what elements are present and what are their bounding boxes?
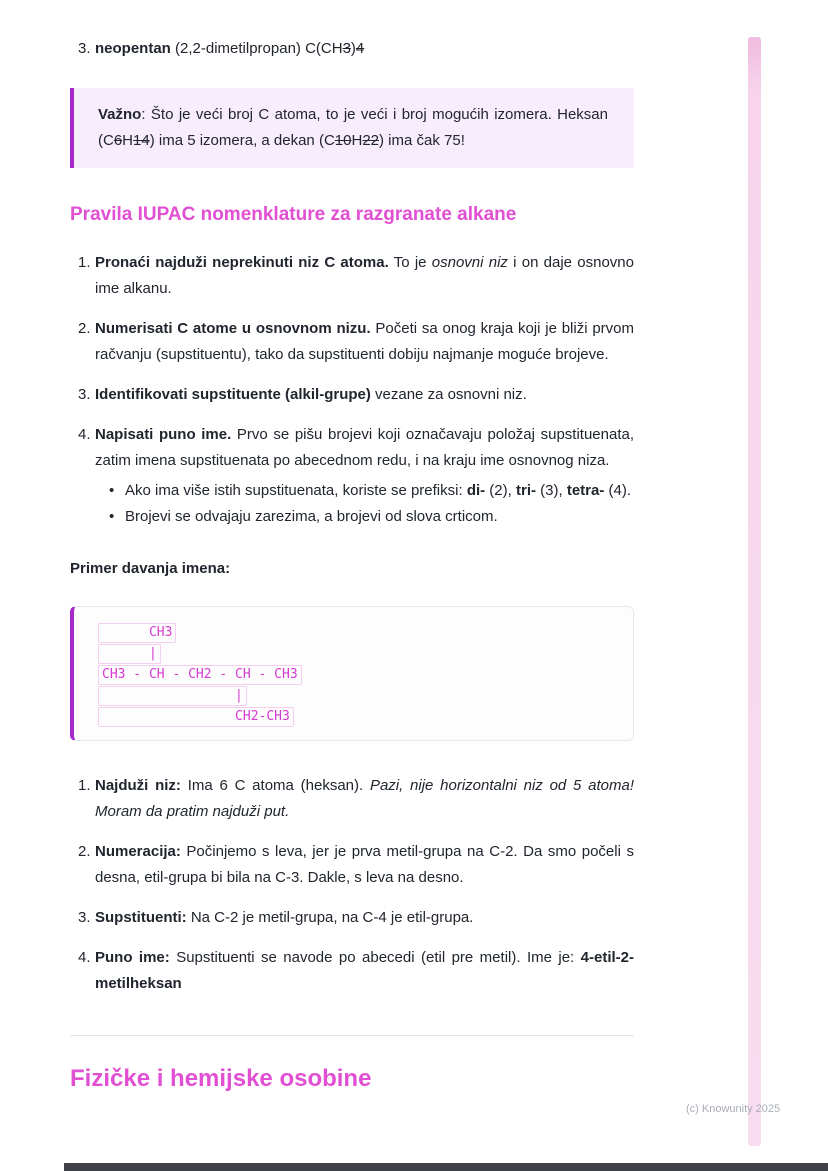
structural-formula-code-block xyxy=(70,606,634,741)
step-text: Supstituenti: Na C-2 je metil-grupa, na C-4 je etil-grupa. xyxy=(95,909,474,926)
section-heading-physical-chemical: Fizičke i hemijske osobine xyxy=(70,1065,372,1092)
callout-text: Važno: Što je veći broj C atoma, to je veći i broj mogućih izomera. Heksan (C6H14) ima 5 izomera, a dekan (C10H22) ima čak 75! xyxy=(98,106,608,149)
code-line-text: CH3 xyxy=(98,623,176,643)
rule-number: 2. xyxy=(78,320,91,337)
step-item-3 xyxy=(70,905,634,931)
section-heading-iupac-rules: Pravila IUPAC nomenklature za razgranate alkane xyxy=(70,204,517,225)
rule-item-2 xyxy=(70,316,634,368)
step-item-1 xyxy=(70,773,634,825)
step-item-2 xyxy=(70,839,634,891)
bullet-item xyxy=(95,504,634,530)
rule-number: 1. xyxy=(78,254,91,271)
bullet-text: Ako ima više istih supstituenata, koriste se prefiksi: di- (2), tri- (3), tetra- (4). xyxy=(125,482,632,499)
step-number: 2. xyxy=(78,843,91,860)
bullet-text: Brojevi se odvajaju zarezima, a brojevi od slova crticom. xyxy=(125,508,498,525)
rule-number: 3. xyxy=(78,386,91,403)
step-number: 1. xyxy=(78,777,91,794)
rule-text: Identifikovati supstituente (alkil-grupe) vezane za osnovni niz. xyxy=(95,386,527,403)
code-line-text: | xyxy=(98,644,161,664)
list-number: 3. xyxy=(78,40,91,57)
code-line xyxy=(98,663,609,684)
example-heading: Primer davanja imena: xyxy=(70,560,231,577)
rule-text: Numerisati C atome u osnovnom nizu. Početi sa onog kraja koji je bliži prvom račvanju (supstituentu), tako da supstituenti dobiju najmanje moguće brojeve. xyxy=(95,320,634,363)
section-divider xyxy=(70,1035,634,1036)
page-edge-stripe xyxy=(748,37,761,1146)
footer-copyright: (c) Knowunity 2025 xyxy=(686,1103,781,1115)
rule-body xyxy=(95,422,634,530)
code-line xyxy=(98,621,609,642)
page-content xyxy=(70,36,634,1094)
code-line-text: CH3 - CH - CH2 - CH - CH3 xyxy=(98,665,302,685)
rule-item-3 xyxy=(70,382,634,408)
rule-text: Napisati puno ime. Prvo se pišu brojevi koji označavaju položaj supstituenata, zatim imena supstituenata po abecednom redu, i na kraju ime osnovnog niza. xyxy=(95,426,634,469)
rule-text: Pronaći najduži neprekinuti niz C atoma. To je osnovni niz i on daje osnovno ime alkanu. xyxy=(95,254,634,297)
rule-item-4 xyxy=(70,422,634,530)
bullet-item xyxy=(95,478,634,504)
step-number: 3. xyxy=(78,909,91,926)
step-text: Puno ime: Supstituenti se navode po abecedi (etil pre metil). Ime je: 4-etil-2-metilheksan xyxy=(95,949,634,992)
code-line xyxy=(98,642,609,663)
rule-sub-bullets xyxy=(95,478,634,530)
code-line-text: | xyxy=(98,686,247,706)
important-callout xyxy=(70,88,634,168)
list-item-neopentan xyxy=(70,36,634,62)
bullet-marker: • xyxy=(109,508,115,525)
bullet-marker: • xyxy=(109,482,115,499)
rule-number: 4. xyxy=(78,426,91,443)
code-line xyxy=(98,705,609,726)
rule-item-1 xyxy=(70,250,634,302)
step-number: 4. xyxy=(78,949,91,966)
step-text: Numeracija: Počinjemo s leva, jer je prva metil-grupa na C-2. Da smo počeli s desna, etil-grupa bi bila na C-3. Dakle, s leva na desno. xyxy=(95,843,634,886)
step-text: Najduži niz: Ima 6 C atoma (heksan). Pazi, nije horizontalni niz od 5 atoma! Moram da pratim najduži put. xyxy=(95,777,635,820)
code-line xyxy=(98,684,609,705)
code-line-text: CH2-CH3 xyxy=(98,707,294,727)
list-item-text: neopentan (2,2-dimetilpropan) C(CH3)4 xyxy=(95,40,365,57)
step-item-4 xyxy=(70,945,634,997)
bottom-bar xyxy=(64,1163,828,1171)
